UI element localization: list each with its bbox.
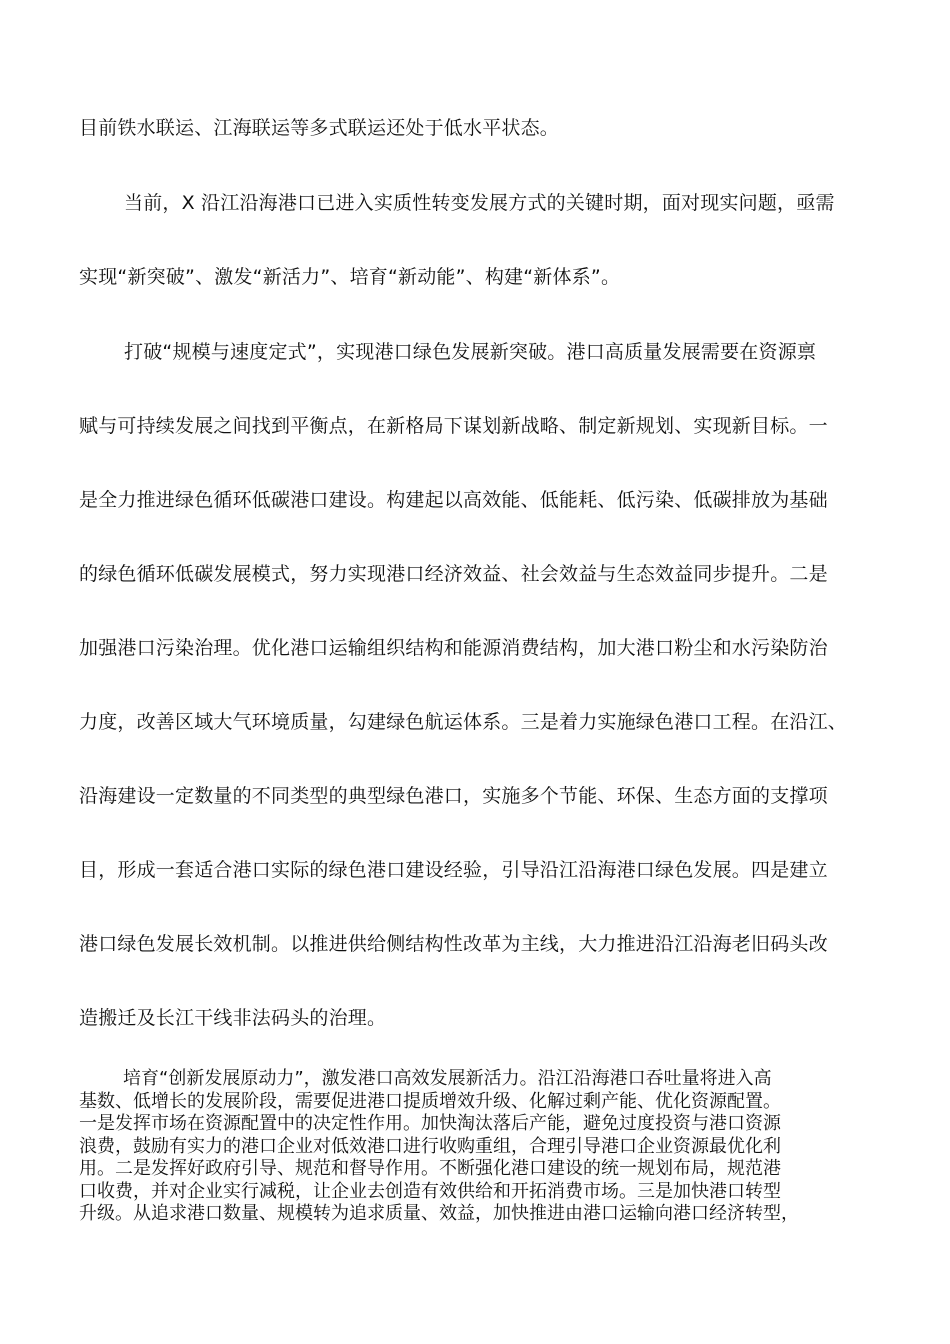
text-line: 浪费，鼓励有实力的港口企业对低效港口进行收购重组，合理引导港口企业资源最优化利 [79,1135,781,1157]
text-line: 当前，X 沿江沿海港口已进入实质性转变发展方式的关键时期，面对现实问题，亟需 [124,192,835,214]
text-line: 港口绿色发展长效机制。以推进供给侧结构性改革为主线，大力推进沿江沿海老旧码头改 [79,933,828,955]
text-line: 力度，改善区域大气环境质量，勾建绿色航运体系。三是着力实施绿色港口工程。在沿江、 [79,711,848,733]
text-line: 一是发挥市场在资源配置中的决定性作用。加快淘汰落后产能，避免过度投资与港口资源 [79,1113,781,1134]
text-line: 基数、低增长的发展阶段，需要促进港口提质增效升级、化解过剩产能、优化资源配置。 [79,1090,781,1112]
dense-paragraph [79,1068,881,1226]
text-line: 培育“创新发展原动力”，激发港口高效发展新活力。沿江沿海港口吞吐量将进入高 [123,1068,772,1089]
text-line: 是全力推进绿色循环低碳港口建设。构建起以高效能、低能耗、低污染、低碳排放为基础 [79,489,828,511]
text-line: 造搬迁及长江干线非法码头的治理。 [79,1007,387,1029]
text-line: 加强港口污染治理。优化港口运输组织结构和能源消费结构，加大港口粉尘和水污染防治 [79,637,828,659]
text-line: 实现“新突破”、激发“新活力”、培育“新动能”、构建“新体系”。 [79,266,621,288]
text-line: 用。二是发挥好政府引导、规范和督导作用。不断强化港口建设的统一规划布局，规范港 [79,1158,781,1179]
text-line: 打破“规模与速度定式”，实现港口绿色发展新突破。港口高质量发展需要在资源禀 [124,341,817,363]
text-line: 升级。从追求港口数量、规模转为追求质量、效益，加快推进由港口运输向港口经济转型， [79,1203,799,1224]
text-line: 赋与可持续发展之间找到平衡点，在新格局下谋划新战略、制定新规划、实现新目标。一 [79,415,828,437]
text-line: 的绿色循环低碳发展模式，努力实现港口经济效益、社会效益与生态效益同步提升。二是 [79,563,828,585]
text-line: 口收费，并对企业实行减税，让企业去创造有效供给和开拓消费市场。三是加快港口转型 [79,1180,781,1202]
text-line: 目前铁水联运、江海联运等多式联运还处于低水平状态。 [79,117,560,139]
text-line: 目，形成一套适合港口实际的绿色港口建设经验，引导沿江沿海港口绿色发展。四是建立 [79,859,828,881]
text-line: 沿海建设一定数量的不同类型的典型绿色港口，实施多个节能、环保、生态方面的支撑项 [79,785,828,807]
